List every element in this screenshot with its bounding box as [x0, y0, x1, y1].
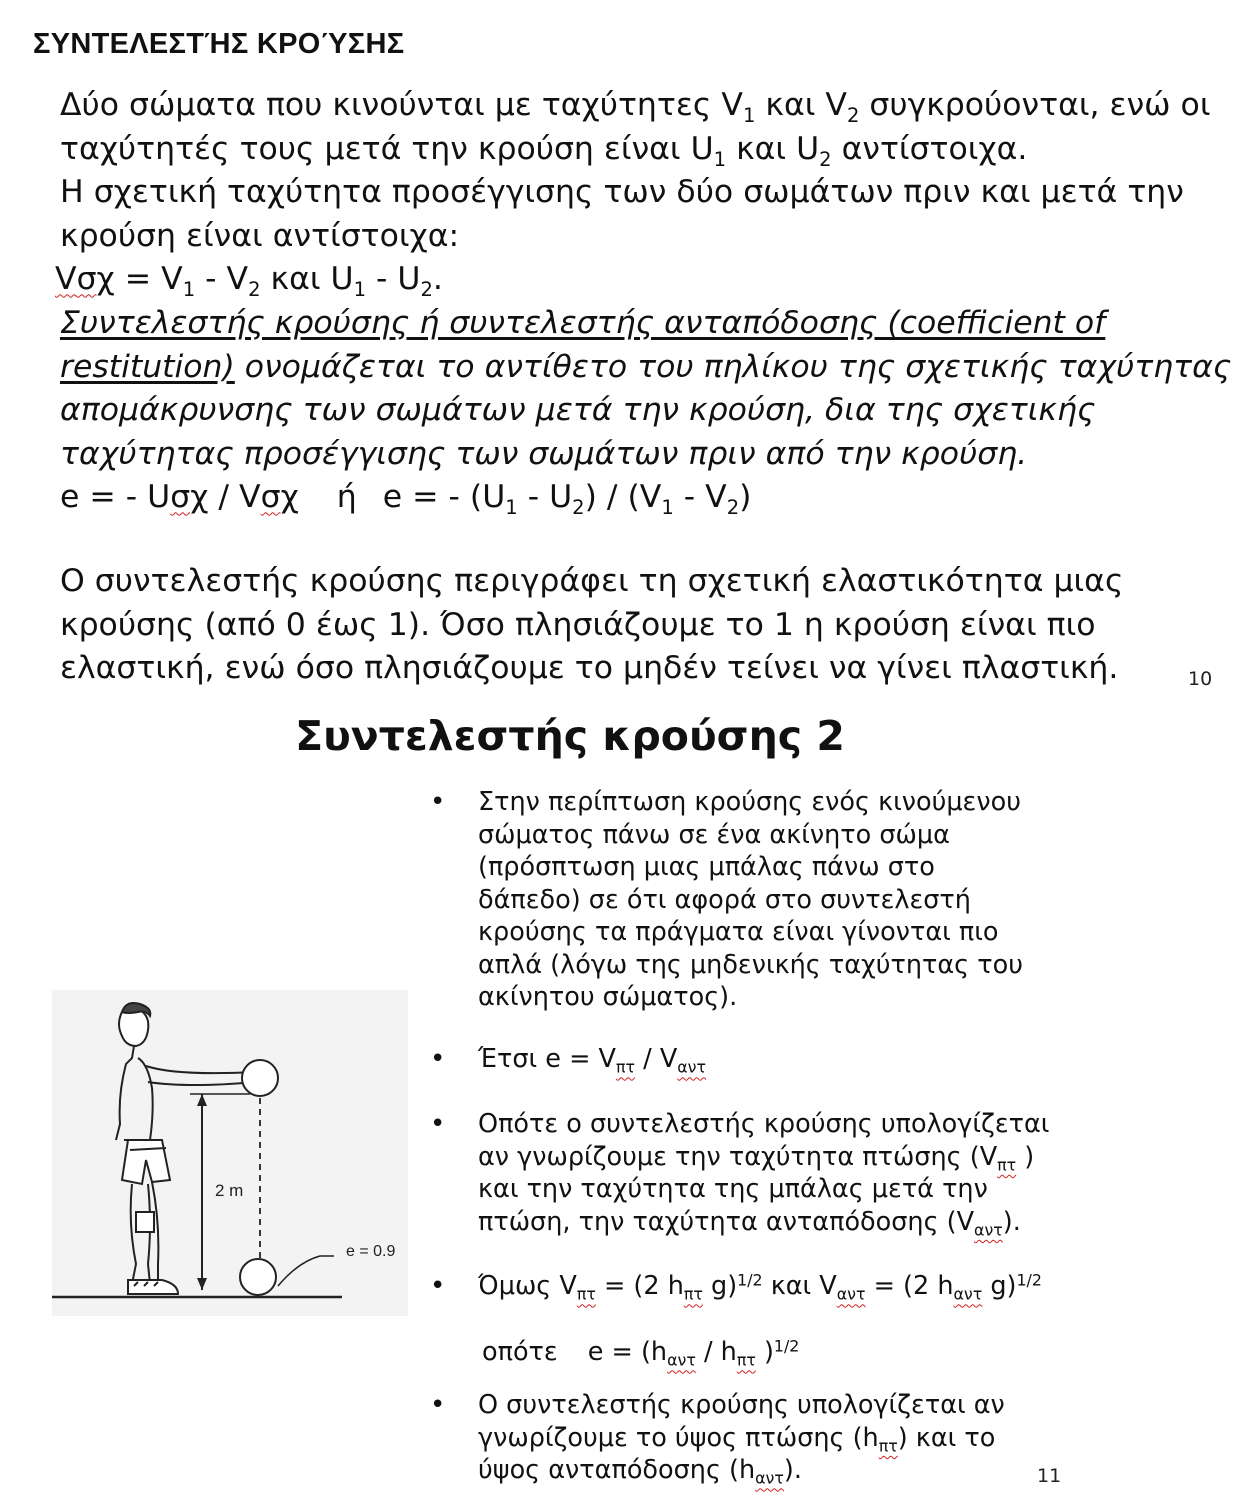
e-label: e = 0.9 — [346, 1243, 396, 1260]
page-title: ΣΥΝΤΕΛΕΣΤΉΣ ΚΡΟΎΣΗΣ — [33, 28, 405, 60]
ball-drop-figure — [52, 990, 408, 1316]
page-number-10: 10 — [1188, 668, 1213, 690]
height-label: 2 m — [215, 1181, 244, 1200]
slide-title: Συντελεστής κρούσης 2 — [295, 712, 845, 760]
intro-paragraph: Δύο σώματα που κινούνται με ταχύτητες $V_1$ και $V_2$ συγκρούονται, ενώ οι ταχύτητές τους μετά την κρούση είναι $U_1$ και $U_2$ αντίστοιχα. Η σχετική ταχύτητα προσέγγισης των δύο σωμάτων πριν και μετά την κρούση είναι αντίστοιχα: $V\sigma\chi = V_1 - V_2$ και $U_1 - U_2$. Συντελεστής κρούσης ή συντελεστής ανταπόδοσης (coefficient of restitution) ονομάζεται το αντίθετο του πηλίκου της σχετικής ταχύτητας απομάκρυνσης των σωμάτων μετά την κρούση, δια της σχετικής ταχύτητας προσέγγισης των σωμάτων πριν από την κρούση. e = - Uσχ / Vσχ ή e = - $(U_1 - U_2) / (V_1 - V_2)$ — [60, 84, 1250, 520]
ball-bottom — [240, 1259, 276, 1295]
page-number-11: 11 — [1037, 1465, 1062, 1487]
restitution-formula: e = - Uσχ / Vσχ ή e = - $(U_1 - U_2) / (V_1 - V_2)$ — [60, 479, 752, 520]
player-figure — [116, 1003, 256, 1294]
ball-top — [242, 1060, 278, 1096]
definition: Συντελεστής κρούσης ή συντελεστής ανταπόδοσης (coefficient of — [60, 304, 1106, 341]
relative-velocity-formula: $V\sigma\chi = V_1 - V_2$ και $U_1 - U_2$. — [55, 261, 443, 302]
elasticity-paragraph: Ο συντελεστής κρούσης περιγράφει τη σχετική ελαστικότητα μιας κρούσης (από 0 έως 1). Όσο πλησιάζουμε το 1 η κρούση είναι πιο ελαστική, ενώ όσο πλησιάζουμε το μηδέν τείνει να γίνει πλαστική. — [60, 563, 1124, 687]
